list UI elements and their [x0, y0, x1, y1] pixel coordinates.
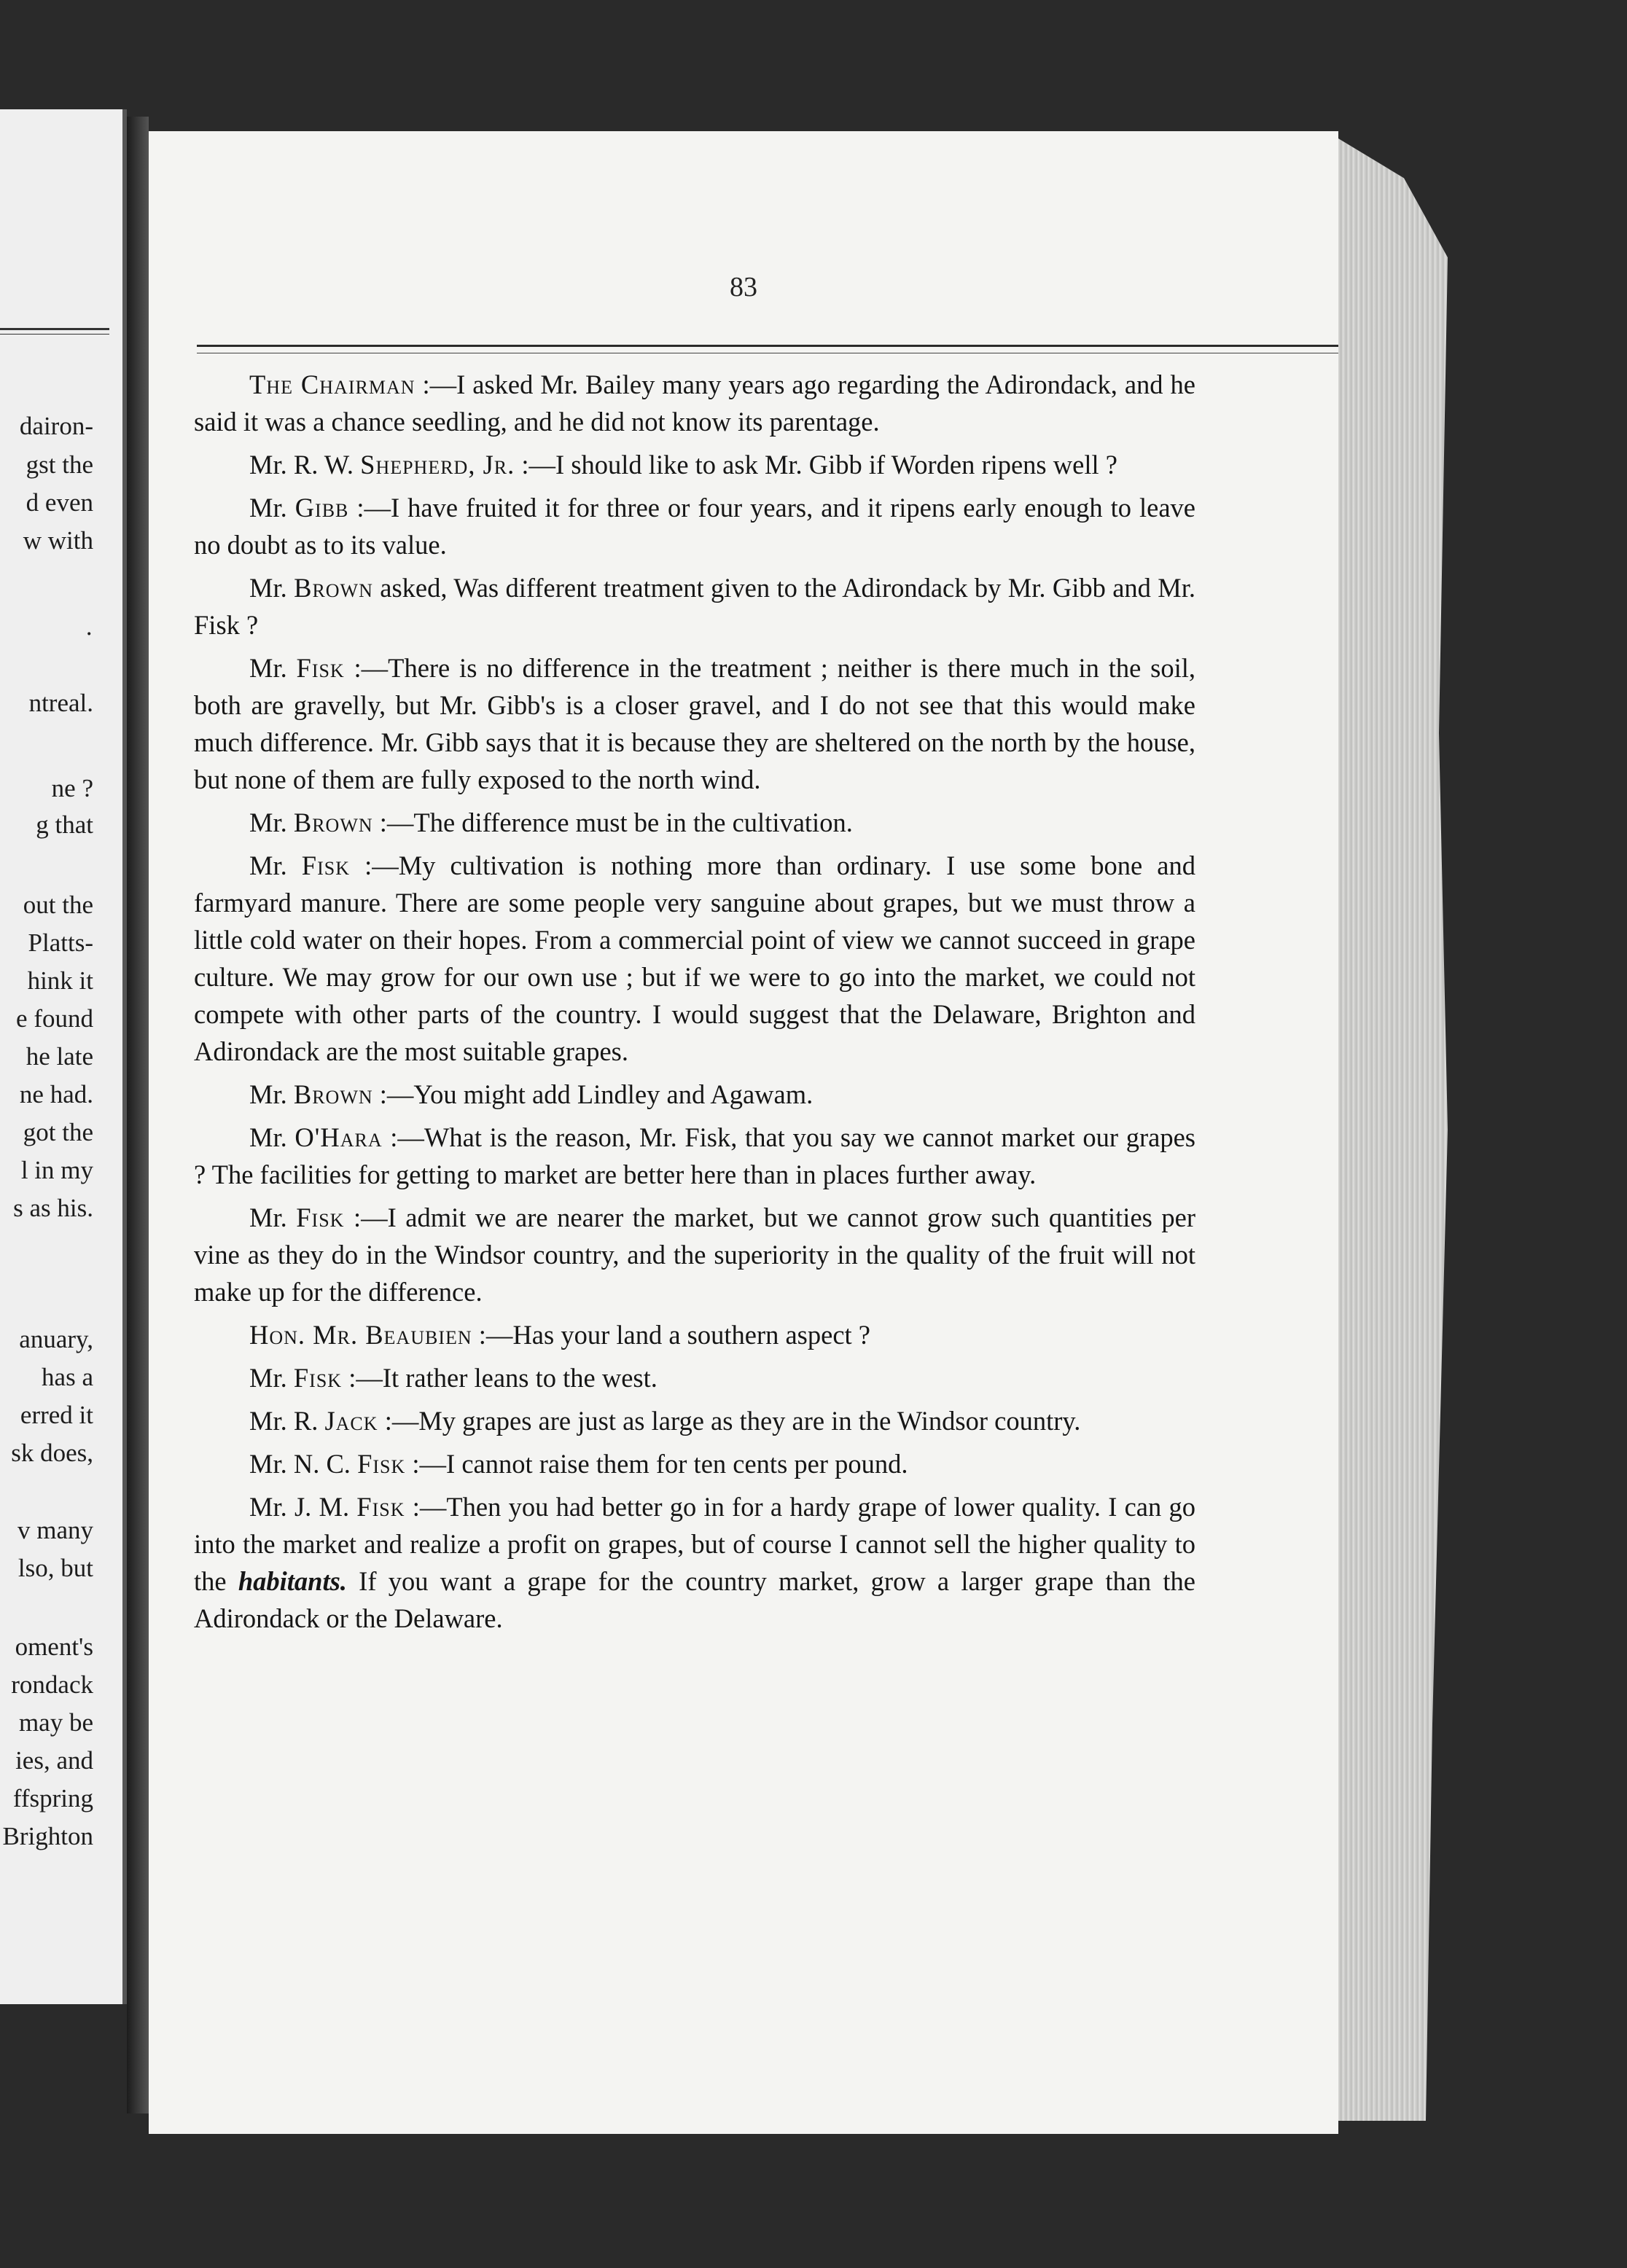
- speaker-name: Fisk: [293, 1363, 343, 1393]
- previous-page-fragment: s as his.: [13, 1194, 93, 1222]
- dialogue-paragraph: [194, 1402, 1195, 1439]
- previous-page-fragment: w with: [23, 526, 93, 555]
- speech-text: Has your land a southern aspect ?: [512, 1320, 870, 1350]
- speech-text-continued: If you want a grape for the country market, grow a larger grape than the Adirondack or the Delaware.: [194, 1566, 1195, 1633]
- page-fore-edge: [1338, 138, 1448, 2121]
- previous-page-fragment: g that: [36, 810, 93, 839]
- previous-page-fragment: ·: [85, 619, 93, 648]
- previous-page-fragment: dairon-: [19, 412, 93, 440]
- speaker-title: Mr.: [249, 850, 302, 880]
- speaker-name: O'Hara: [294, 1122, 383, 1152]
- previous-page-fragment: e found: [16, 1004, 93, 1033]
- speaker-separator: :—: [342, 1363, 383, 1393]
- speaker-separator: :—: [372, 1079, 414, 1109]
- dialogue-paragraph: [194, 489, 1195, 563]
- speaker-title: Mr.: [249, 653, 297, 683]
- speech-text: I cannot raise them for ten cents per pound.: [446, 1449, 908, 1479]
- dialogue-paragraph: [194, 1488, 1195, 1637]
- dialogue-paragraph: [194, 804, 1195, 841]
- speaker-separator: :—: [405, 1449, 447, 1479]
- previous-page-fragment: d even: [26, 488, 93, 517]
- speaker-separator: :—: [515, 450, 556, 480]
- speaker-name: Jack: [324, 1406, 378, 1436]
- dialogue-paragraph: [194, 649, 1195, 798]
- speaker-name: Brown: [294, 573, 373, 603]
- previous-page-fragment: sk does,: [11, 1439, 93, 1467]
- page-number: 83: [730, 272, 757, 302]
- speaker-title: Mr.: [249, 573, 294, 603]
- previous-page-fragment: may be: [18, 1708, 93, 1737]
- speech-text: I admit we are nearer the market, but we cannot grow such quantities per vine as they do in the Windsor country, and the superiority in the quality of the fruit will not make up for the difference.: [194, 1203, 1195, 1307]
- previous-page-fragment: has a: [42, 1363, 93, 1391]
- dialogue-paragraph: [194, 1119, 1195, 1193]
- dialogue-paragraph: [194, 1316, 1195, 1353]
- speech-text: I should like to ask Mr. Gibb if Worden ripens well ?: [555, 450, 1117, 480]
- speaker-name: Fisk: [301, 850, 350, 880]
- dialogue-paragraph: [194, 1199, 1195, 1310]
- speech-text: Then you had better go in for a hardy grape of lower quality. I can go into the market and realize a profit on grapes, but of course I cannot sell the higher quality to the: [194, 1492, 1195, 1596]
- speaker-title: Mr. R.: [249, 1406, 325, 1436]
- speaker-name: Gibb: [294, 493, 349, 523]
- speaker-separator: :—: [344, 653, 389, 683]
- speech-text: You might add Lindley and Agawam.: [413, 1079, 814, 1109]
- previous-page-fragment: Brighton: [2, 1822, 93, 1850]
- previous-page-fragment: ne had.: [19, 1080, 93, 1108]
- dialogue-paragraph: [194, 569, 1195, 644]
- speaker-name: Fisk: [296, 653, 345, 683]
- previous-page-fragment: lso, but: [17, 1554, 93, 1582]
- speaker-separator: :—: [472, 1320, 513, 1350]
- speaker-name: Brown: [293, 1079, 373, 1109]
- italic-term: habitants.: [238, 1566, 347, 1596]
- previous-page-fragment: hink it: [27, 966, 93, 995]
- dialogue-paragraph: [194, 1076, 1195, 1113]
- speaker-title: Mr. N. C.: [249, 1449, 358, 1479]
- previous-page-fragment: Platts-: [28, 928, 93, 957]
- dialogue-paragraph: [194, 366, 1195, 440]
- previous-page-fragment: erred it: [20, 1401, 93, 1429]
- previous-page-fragment: out the: [23, 891, 93, 919]
- speaker-name: Fisk: [356, 1492, 405, 1522]
- speaker-separator: :—: [378, 1406, 419, 1436]
- dialogue-paragraph: [194, 1359, 1195, 1396]
- speaker-title: Mr.: [249, 493, 295, 523]
- previous-page-edge: [0, 109, 127, 2004]
- speech-text: I have fruited it for three or four years, and it ripens early enough to leave no doubt as to its value.: [194, 493, 1195, 560]
- speaker-separator: :—: [405, 1492, 447, 1522]
- dialogue-paragraph: [194, 1445, 1195, 1482]
- speech-text: My grapes are just as large as they are in the Windsor country.: [418, 1406, 1081, 1436]
- speaker-title: Mr. J. M.: [249, 1492, 357, 1522]
- speech-text: It rather leans to the west.: [382, 1363, 658, 1393]
- previous-page-fragment: gst the: [26, 450, 93, 479]
- speech-text: What is the reason, Mr. Fisk, that you say we cannot market our grapes ? The facilities for getting to market are better here than in places further away.: [194, 1122, 1195, 1189]
- previous-page-fragment: v many: [17, 1516, 93, 1544]
- previous-page-fragment: rondack: [11, 1670, 93, 1699]
- previous-page-fragment: anuary,: [19, 1325, 93, 1353]
- speaker-separator: :—: [415, 369, 457, 399]
- speaker-title: Mr.: [249, 1122, 295, 1152]
- speaker-name: Fisk: [296, 1203, 345, 1232]
- previous-page-fragment: he late: [26, 1042, 93, 1071]
- previous-page-fragment: ntreal.: [28, 689, 93, 717]
- speech-text: There is no difference in the treatment ; neither is there much in the soil, both are gravelly, but Mr. Gibb's is a closer gravel, and I do not see that this would make much difference. Mr. Gibb says that it is because they are sheltered on the north by the house, but none of them are fully exposed to the north wind.: [194, 653, 1195, 794]
- previous-page-fragment: ffspring: [12, 1784, 93, 1813]
- previous-page-fragment: ne ?: [51, 774, 93, 802]
- speaker-title: Mr.: [249, 1363, 294, 1393]
- dialogue-paragraph: [194, 847, 1195, 1070]
- speaker-title: Mr. R. W.: [249, 450, 361, 480]
- speaker-separator: :—: [350, 850, 399, 880]
- dialogue-paragraph: [194, 446, 1195, 483]
- speech-text: The difference must be in the cultivation.: [413, 808, 853, 837]
- speaker-name: The Chairman: [249, 369, 415, 399]
- speech-text: I asked Mr. Bailey many years ago regarding the Adirondack, and he said it was a chance seedling, and he did not know its parentage.: [194, 369, 1195, 437]
- speech-text: asked, Was different treatment given to the Adirondack by Mr. Gibb and Mr. Fisk ?: [194, 573, 1195, 640]
- speech-text: My cultivation is nothing more than ordinary. I use some bone and farmyard manure. There are some people very sanguine about grapes, but we must throw a little cold water on their hopes. From a commercial point of view we cannot succeed in grape culture. We may grow for our own use ; but if we were to go into the market, we could not compete with other parts of the country. I would suggest that the Delaware, Brighton and Adirondack are the most suitable grapes.: [194, 850, 1195, 1066]
- previous-page-fragment: got the: [23, 1118, 93, 1146]
- speaker-separator: :—: [382, 1122, 424, 1152]
- book-gutter-shadow: [127, 117, 149, 2113]
- speaker-name: Shepherd, Jr.: [360, 450, 515, 480]
- speaker-separator: :—: [372, 808, 414, 837]
- speaker-title: Mr.: [249, 1079, 294, 1109]
- previous-page-fragment: oment's: [15, 1632, 93, 1661]
- previous-page-fragment: ies, and: [15, 1746, 93, 1775]
- speaker-separator: :—: [348, 493, 391, 523]
- speaker-title: Mr.: [249, 808, 294, 837]
- page-body: [194, 366, 1195, 1643]
- previous-page-fragment: l in my: [20, 1156, 93, 1184]
- speaker-separator: :—: [344, 1203, 388, 1232]
- speaker-name: Hon. Mr. Beaubien: [249, 1320, 472, 1350]
- previous-page-rule: [0, 328, 109, 335]
- header-rule: [197, 345, 1338, 353]
- speaker-separator: [373, 573, 380, 603]
- book-page: [149, 131, 1338, 2134]
- speaker-name: Brown: [293, 808, 373, 837]
- speaker-name: Fisk: [357, 1449, 406, 1479]
- speaker-title: Mr.: [249, 1203, 297, 1232]
